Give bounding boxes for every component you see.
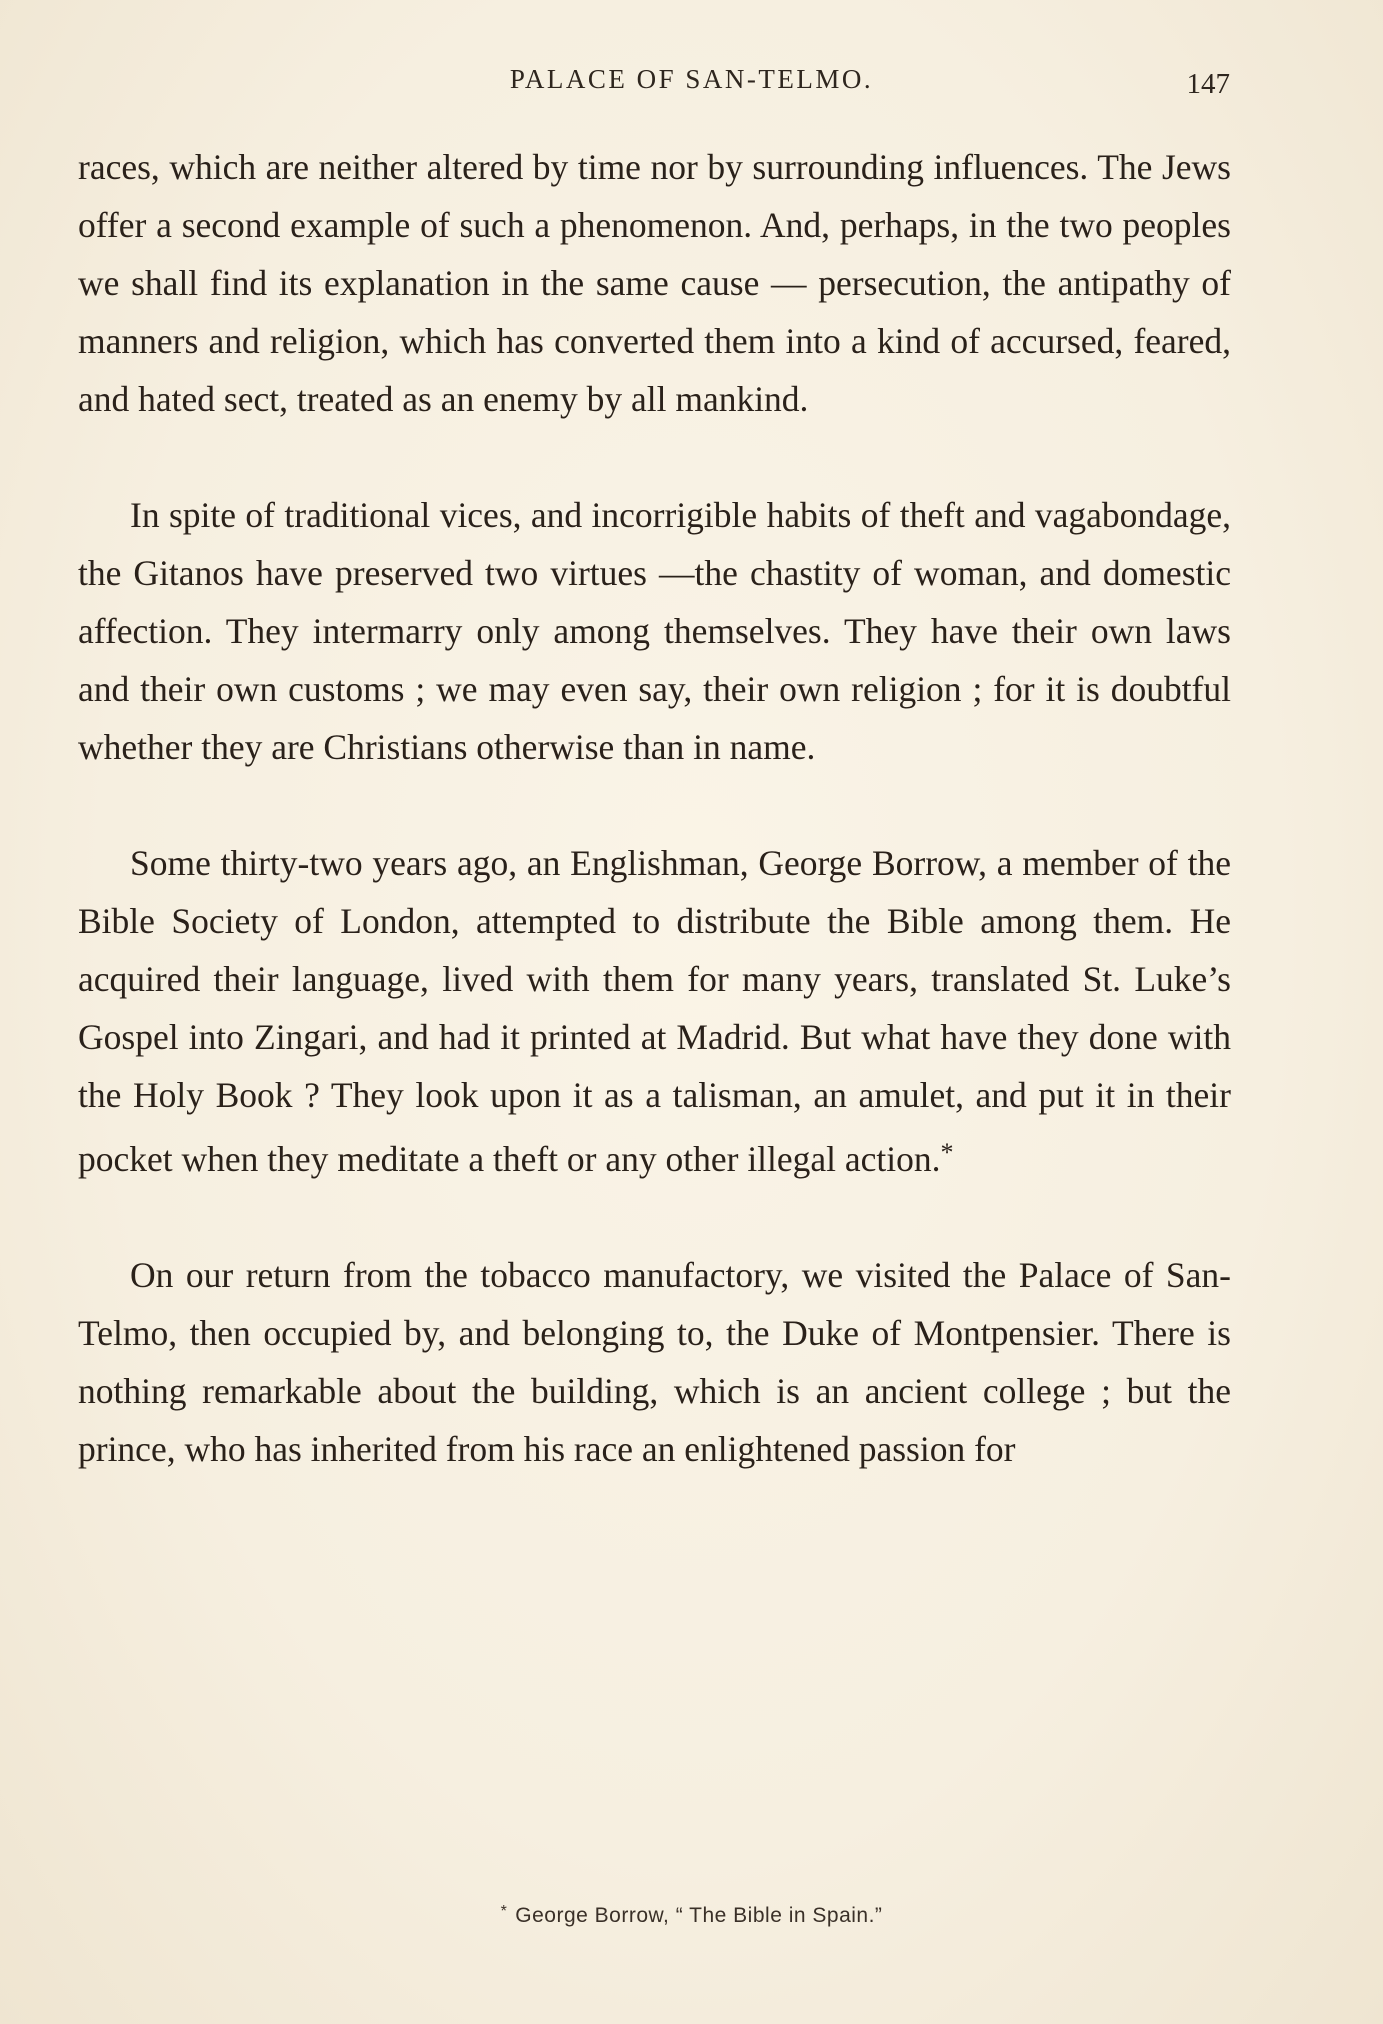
paragraph-continued: races, which are neither altered by time nor by surrounding influences. The Jews offer a second example of such a phenomenon. And, perhaps, in the two peoples we shall find its explanation in the same cause — persecution, the antipathy of manners and religion, which has converted them into a kind of accursed, feared, and hated sect, treated as an enemy by all mankind. [78, 147, 1231, 419]
paragraph-george-borrow-text: Some thirty-two years ago, an Englishman, George Borrow, a member of the Bible Society of London, attempted to distribute the Bible among them. He acquired their language, lived with them for many years, translated St. Luke’s Gospel into Zingari, and had it printed at Madrid. But what have they done with the Holy Book ? They look upon it as a talisman, an amulet, and put it in their pocket when they meditate a theft or any other illegal action. [78, 843, 1231, 1179]
running-head [0, 62, 1383, 102]
paragraph-gitanos-virtues: In spite of traditional vices, and incorrigible habits of theft and vagabondage, the Gitanos have preserved two virtues —the chastity of woman, and domestic affection. They intermarry only among themselves. They have their own laws and their own customs ; we may even say, their own religion ; for it is doubtful whether they are Christians otherwise than in name. [78, 495, 1231, 767]
paragraph-george-borrow [78, 834, 1231, 1188]
footnote [0, 1903, 1383, 1928]
page-number: 147 [1186, 68, 1230, 100]
body-text [78, 138, 1231, 1478]
paragraph-san-telmo-visit: On our return from the tobacco manufactory, we visited the Palace of San-Telmo, then occupied by, and belonging to, the Duke of Montpensier. There is nothing remarkable about the building, which is an ancient college ; but the prince, who has inherited from his race an enlightened passion for [78, 1255, 1231, 1469]
footnote-reference-mark: * [940, 1138, 954, 1167]
footnote-text: George Borrow, “ The Bible in Spain.” [515, 1904, 883, 1927]
running-title: PALACE OF SAN-TELMO. [509, 64, 874, 94]
footnote-mark: * [500, 1903, 508, 1920]
